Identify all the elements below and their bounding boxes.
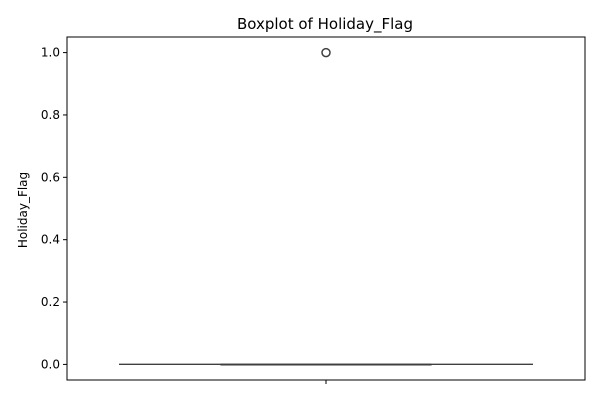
- chart-title: Boxplot of Holiday_Flag: [236, 15, 414, 33]
- axes-frame: [67, 37, 585, 380]
- outlier-point: [322, 49, 330, 57]
- y-axis-label: Holiday_Flag: [16, 171, 30, 249]
- y-tick-label: 0.2: [40, 295, 60, 310]
- y-tick-label: 0.4: [40, 232, 60, 247]
- y-tick-label: 0.0: [40, 357, 60, 372]
- y-tick-label: 0.8: [40, 107, 60, 122]
- box-group: [119, 364, 533, 365]
- y-tick-label: 0.6: [40, 170, 60, 185]
- y-axis: [41, 46, 67, 372]
- outlier-group: [322, 49, 330, 57]
- y-tick-label: 1.0: [40, 45, 60, 60]
